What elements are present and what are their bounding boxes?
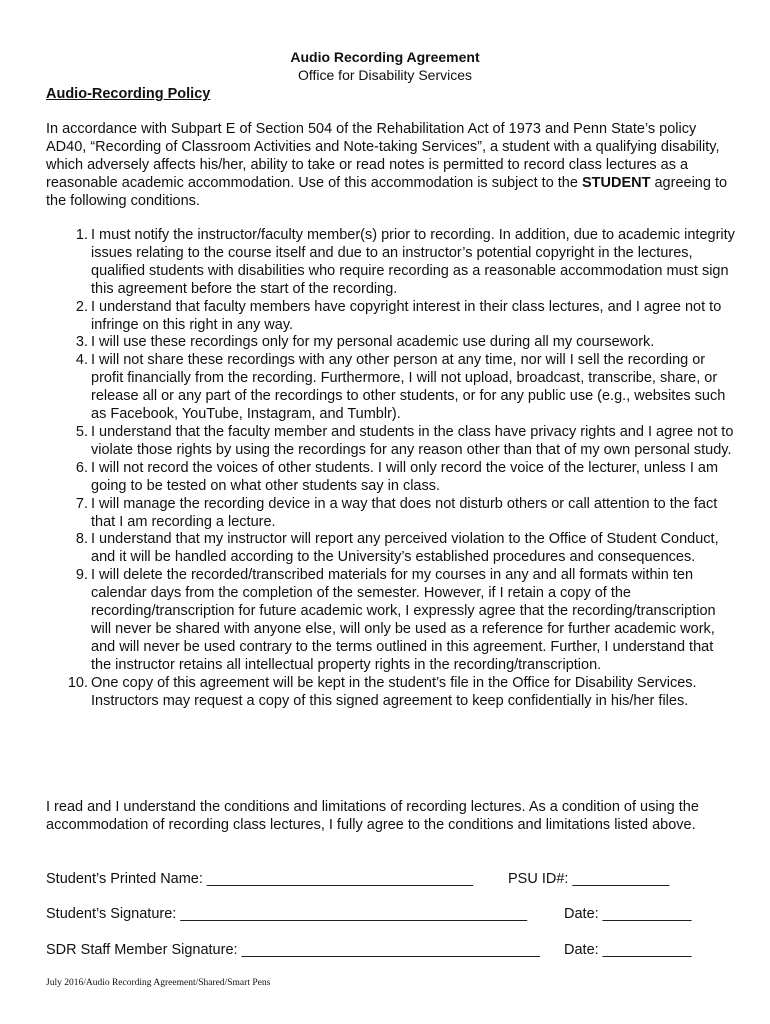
list-item xyxy=(46,299,736,335)
document-subtitle: Office for Disability Services xyxy=(297,67,472,83)
policy-heading: Audio-Recording Policy xyxy=(46,86,211,102)
conditions-list xyxy=(46,227,736,710)
item-text: I will delete the recorded/transcribed materials for my courses in any and all formats within ten calendar days from the completion of the semester. However, if I retain a copy of the recording/transcription for future academic work, I expressly agree that the recording/transcription will never be shared with anyone else, will only be used as a reference for further academic work, and will never be used contrary to the terms outlined in this agreement. Further, I understand that the instructor retains all intellectual property rights in the recording/transcription. xyxy=(91,567,716,673)
list-item xyxy=(46,352,736,424)
staff-signature-field[interactable]: SDR Staff Member Signature: _____________________________________ xyxy=(46,942,540,958)
item-text: One copy of this agreement will be kept in the student’s file in the Office for Disability Services. Instructors may request a copy of this signed agreement to keep confidentially in his/her files. xyxy=(91,674,697,709)
item-text: I will use these recordings only for my personal academic use during all my coursework. xyxy=(91,334,655,351)
list-item xyxy=(46,424,736,460)
psu-id-field[interactable]: PSU ID#: ____________ xyxy=(508,871,670,887)
student-signature-field[interactable]: Student’s Signature: ___________________________________________ xyxy=(46,906,528,922)
item-text: I will not share these recordings with any other person at any time, nor will I sell the recording or profit financially from the recording. Furthermore, I will not upload, broadcast, transcribe, share, or release all or any part of the recordings to other students, or for any public use (e.g., websites such as Facebook, YouTube, Instagram, and Tumblr). xyxy=(91,352,726,423)
item-text: I understand that faculty members have copyright interest in their class lectures, and I agree not to infringe on this right in any way. xyxy=(91,298,722,333)
date-field-staff[interactable]: Date: ___________ xyxy=(564,942,692,958)
intro-text: In accordance with Subpart E of Section 504 of the Rehabilitation Act of 1973 and Penn State’s policy AD40, “Recording of Classroom Activities and Note-taking Services”, a student with a qualifying disability, which adversely affects his/her, ability to take or read notes is permitted to record class lectures as a reasonable academic accommodation. Use of this accommodation is subject to the xyxy=(46,121,720,191)
item-number: 9. xyxy=(75,567,88,584)
list-item xyxy=(46,531,736,567)
date-field-student[interactable]: Date: ___________ xyxy=(564,906,692,922)
item-text: I must notify the instructor/faculty member(s) prior to recording. In addition, due to academic integrity issues relating to the course itself and due to an instructor’s potential copyright in the lectures, qualified students with disabilities who require recording as a reasonable accommodation must sign this agreement before the start of the recording. xyxy=(91,227,735,297)
printed-name-field[interactable]: Student’s Printed Name: _________________________________ xyxy=(46,871,474,887)
item-number: 4. xyxy=(75,352,88,369)
list-item xyxy=(46,334,736,352)
list-item xyxy=(46,675,736,711)
list-item xyxy=(46,567,736,674)
list-item xyxy=(46,496,736,532)
item-number: 8. xyxy=(75,531,88,548)
intro-bold: STUDENT xyxy=(581,175,651,191)
list-item xyxy=(46,227,736,299)
item-number: 3. xyxy=(75,334,88,351)
item-text: I will not record the voices of other students. I will only record the voice of the lecturer, unless I am going to be tested on what other students say in class. xyxy=(91,459,719,494)
list-item xyxy=(46,460,736,496)
item-number: 7. xyxy=(75,495,88,512)
document-footer: July 2016/Audio Recording Agreement/Shared/Smart Pens xyxy=(46,978,271,988)
item-number: 5. xyxy=(75,423,88,440)
item-number: 10. xyxy=(67,674,88,691)
acknowledgement-text: I read and I understand the conditions and limitations of recording lectures. As a condition of using the accommodation of recording class lectures, I fully agree to the conditions and limitations listed above. xyxy=(46,799,699,833)
item-text: I will manage the recording device in a way that does not disturb others or call attention to the fact that I am recording a lecture. xyxy=(91,495,718,530)
policy-intro xyxy=(46,120,736,210)
item-number: 2. xyxy=(75,298,88,315)
item-number: 6. xyxy=(75,459,88,476)
item-text: I understand that the faculty member and students in the class have privacy rights and I agree not to violate those rights by using the recordings for any reason other than that of my own personal study. xyxy=(91,423,734,458)
intro-end: agreeing to the following conditions. xyxy=(46,175,728,209)
item-text: I understand that my instructor will report any perceived violation to the Office of Student Conduct, and it will be handled according to the University’s established procedures and consequences. xyxy=(91,531,719,566)
document-title: Audio Recording Agreement xyxy=(290,49,480,65)
item-number: 1. xyxy=(75,227,88,243)
